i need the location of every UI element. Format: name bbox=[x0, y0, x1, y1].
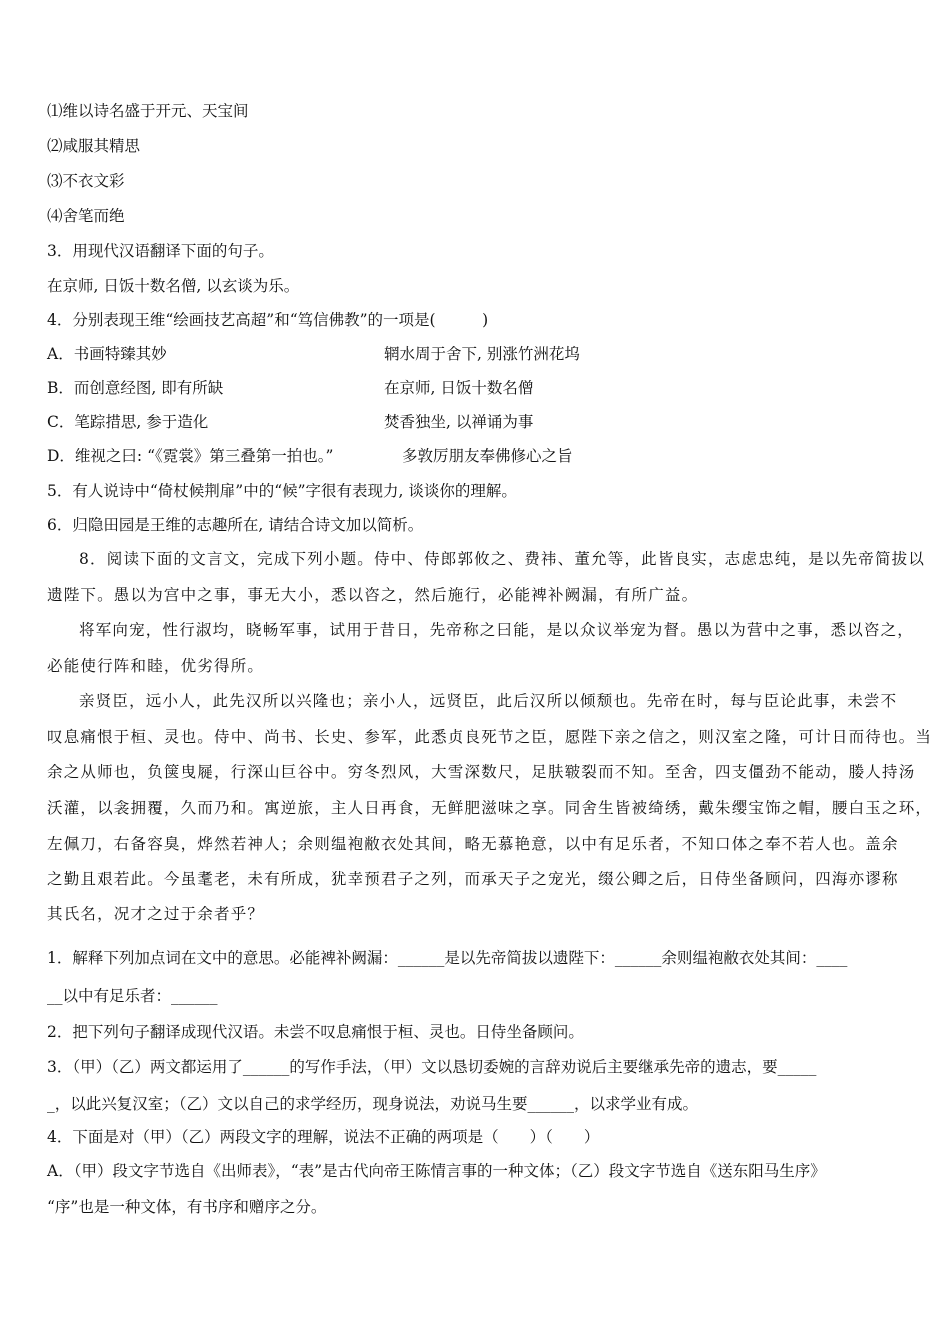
q4-option-b-left: B．而创意经图, 即有所缺 bbox=[47, 379, 224, 397]
q5: 5．有人说诗中“倚杖候荆扉”中的“候”字很有表现力, 谈谈你的理解。 bbox=[47, 482, 517, 500]
passage-p3-line4: 沃灌，以衾拥覆，久而乃和。寓逆旅，主人日再食，无鲜肥滋味之享。同舍生皆被绮绣，戴朱缨宝饰之帽，腰白玉之环， bbox=[47, 799, 933, 817]
q4-option-d-right: 多敦厉朋友奉佛修心之旨 bbox=[402, 447, 573, 465]
q4-option-b-right: 在京师, 日饭十数名僧 bbox=[384, 379, 534, 397]
passage-p3-line6: 之勤且艰若此。今虽耄老，未有所成，犹幸预君子之列，而承天子之宠光，缀公卿之后，日侍坐备顾问，四海亦谬称 bbox=[47, 870, 899, 888]
sub-q4-option-a-line2: “序”也是一种文体，有书序和赠序之分。 bbox=[47, 1198, 327, 1216]
q4-option-d-left: D．维视之曰: “《霓裳》第三叠第一拍也。” bbox=[47, 447, 334, 465]
q4-option-c-left: C．笔踪措思, 参于造化 bbox=[47, 413, 209, 431]
sub-q3-line2: _，以此兴复汉室；（乙）文以自己的求学经历，现身说法，劝说马生要______，以求学业有成。 bbox=[47, 1095, 699, 1113]
sub-q1-line2: __以中有足乐者：______ bbox=[47, 987, 218, 1005]
sub-q4: 4．下面是对（甲）（乙）两段文字的理解，说法不正确的两项是（ ）（ ） bbox=[47, 1128, 600, 1146]
passage-p1-line1: 8．阅读下面的文言文，完成下列小题。侍中、侍郎郭攸之、费祎、董允等，此皆良实，志虑忠纯，是以先帝简拔以 bbox=[79, 550, 926, 568]
sub-q4-option-a-line1: A．（甲）段文字节选自《出师表》，“表”是古代向帝王陈情言事的一种文体；（乙）段文字节选自《送东阳马生序》 bbox=[47, 1162, 826, 1180]
passage-p3-line1: 亲贤臣，远小人，此先汉所以兴隆也；亲小人，远贤臣，此后汉所以倾颓也。先帝在时，每与臣论此事，未尝不 bbox=[79, 692, 898, 710]
q4-title: 4．分别表现王维“绘画技艺高超”和“笃信佛教”的一项是( ) bbox=[47, 311, 489, 329]
passage-p3-line3: 余之从师也，负箧曳屣，行深山巨谷中。穷冬烈风，大雪深数尺，足肤皲裂而不知。至舍，四支僵劲不能动，媵人持汤 bbox=[47, 763, 916, 781]
passage-p2-line2: 必能使行阵和睦，优劣得所。 bbox=[47, 657, 265, 675]
passage-p3-line5: 左佩刀，右备容臭，烨然若神人；余则缊袍敝衣处其间，略无慕艳意，以中有足乐者，不知口体之奉不若人也。盖余 bbox=[47, 835, 899, 853]
q4-option-a-left: A．书画特臻其妙 bbox=[47, 345, 167, 363]
sub-q3-line1: 3．（甲）（乙）两文都运用了______的写作手法，（甲）文以恳切委婉的言辞劝说后主要继承先帝的遗志，要_____ bbox=[47, 1058, 817, 1076]
sub-q2: 2．把下列句子翻译成现代汉语。未尝不叹息痛恨于桓、灵也。日侍坐备顾问。 bbox=[47, 1023, 584, 1041]
sub-q1-line1: 1．解释下列加点词在文中的意思。必能裨补阙漏：______是以先帝简拔以遗陛下：______余则缊袍敝衣处其间：____ bbox=[47, 949, 848, 967]
passage-p3-line7: 其氏名，况才之过于余者乎？ bbox=[47, 905, 265, 923]
q4-option-a-right: 辋水周于舍下, 别涨竹洲花坞 bbox=[384, 345, 580, 363]
item-2: ⑵咸服其精思 bbox=[47, 137, 141, 155]
q6: 6．归隐田园是王维的志趣所在, 请结合诗文加以简析。 bbox=[47, 516, 424, 534]
q4-option-c-right: 焚香独坐, 以禅诵为事 bbox=[384, 413, 534, 431]
q3-title: 3．用现代汉语翻译下面的句子。 bbox=[47, 242, 274, 260]
item-4: ⑷舍笔而绝 bbox=[47, 207, 125, 225]
q3-sentence: 在京师, 日饭十数名僧, 以玄谈为乐。 bbox=[47, 277, 300, 295]
passage-p3-line2: 叹息痛恨于桓、灵也。侍中、尚书、长史、参军，此悉贞良死节之臣，愿陛下亲之信之，则汉室之隆，可计日而待也。当 bbox=[47, 728, 933, 746]
passage-p1-line2: 遗陛下。愚以为宫中之事，事无大小，悉以咨之，然后施行，必能裨补阙漏，有所广益。 bbox=[47, 586, 699, 604]
item-3: ⑶不衣文彩 bbox=[47, 172, 125, 190]
item-1: ⑴维以诗名盛于开元、天宝间 bbox=[47, 102, 249, 120]
passage-p2-line1: 将军向宠，性行淑均，晓畅军事，试用于昔日，先帝称之曰能，是以众议举宠为督。愚以为营中之事，悉以咨之， bbox=[79, 621, 915, 639]
